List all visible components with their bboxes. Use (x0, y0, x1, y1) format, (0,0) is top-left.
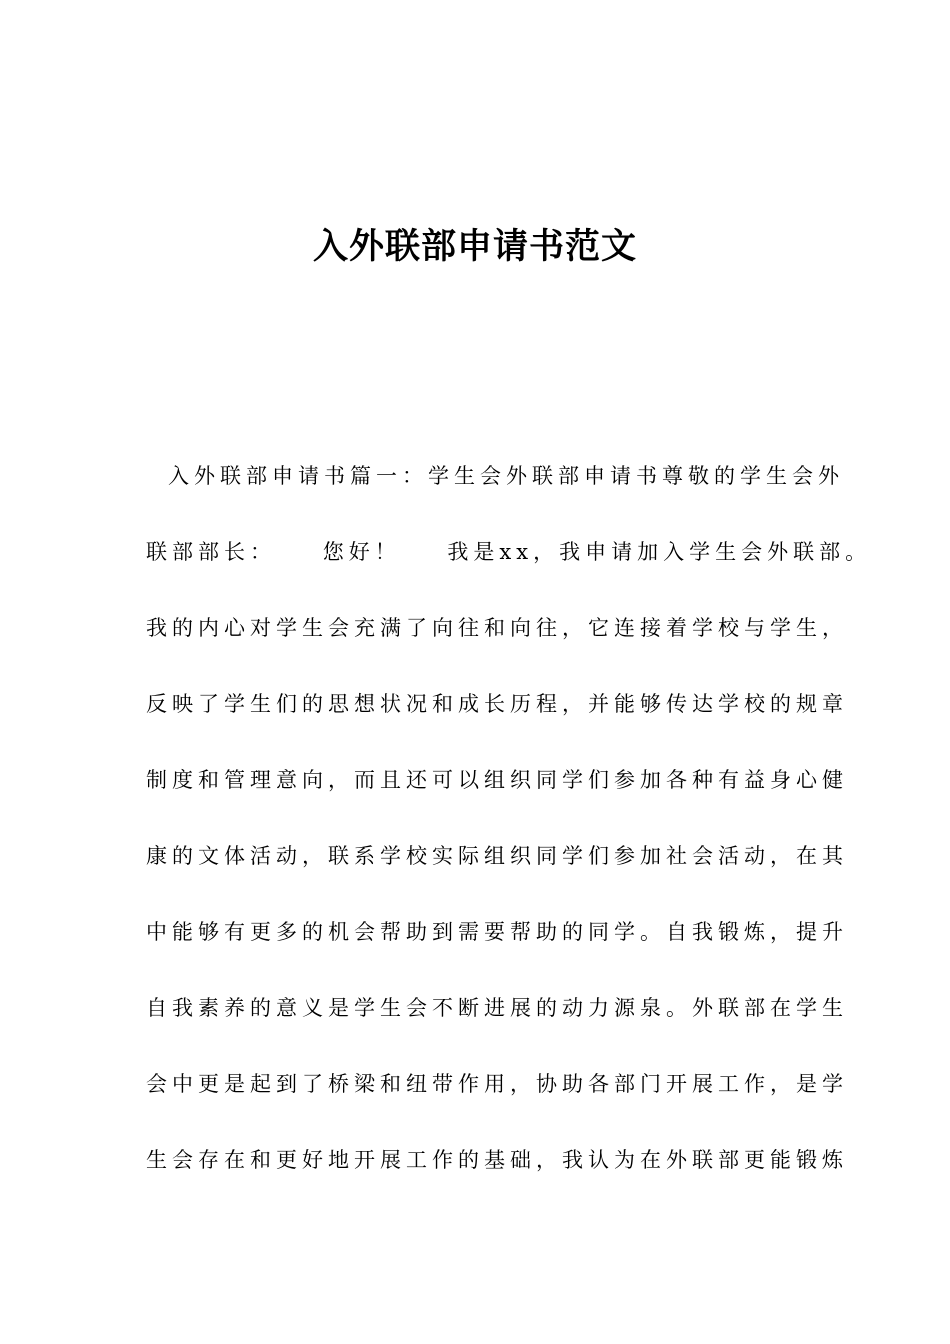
body-line-1: 入外联部申请书篇一：学生会外联部申请书尊敬的学生会外 (168, 464, 844, 488)
document-title: 入外联部申请书范文 (312, 227, 637, 267)
body-line-3: 我的内心对学生会充满了向往和向往，它连接着学校与学生， (146, 616, 848, 640)
body-line-7: 中能够有更多的机会帮助到需要帮助的同学。自我锻炼，提升 (146, 920, 848, 944)
body-line-4: 反映了学生们的思想状况和成长历程，并能够传达学校的规章 (146, 692, 848, 716)
body-line-8: 自我素养的意义是学生会不断进展的动力源泉。外联部在学生 (146, 996, 848, 1020)
body-line-10: 生会存在和更好地开展工作的基础，我认为在外联部更能锻炼 (146, 1148, 848, 1172)
body-line-9: 会中更是起到了桥梁和纽带作用，协助各部门开展工作，是学 (146, 1072, 848, 1096)
document-body (146, 455, 872, 1215)
body-line-5: 制度和管理意向，而且还可以组织同学们参加各种有益身心健 (146, 768, 848, 792)
body-line-2: 联部部长： 您好！ 我是xx，我申请加入学生会外联部。 (146, 540, 872, 564)
body-line-6: 康的文体活动，联系学校实际组织同学们参加社会活动，在其 (146, 844, 848, 868)
